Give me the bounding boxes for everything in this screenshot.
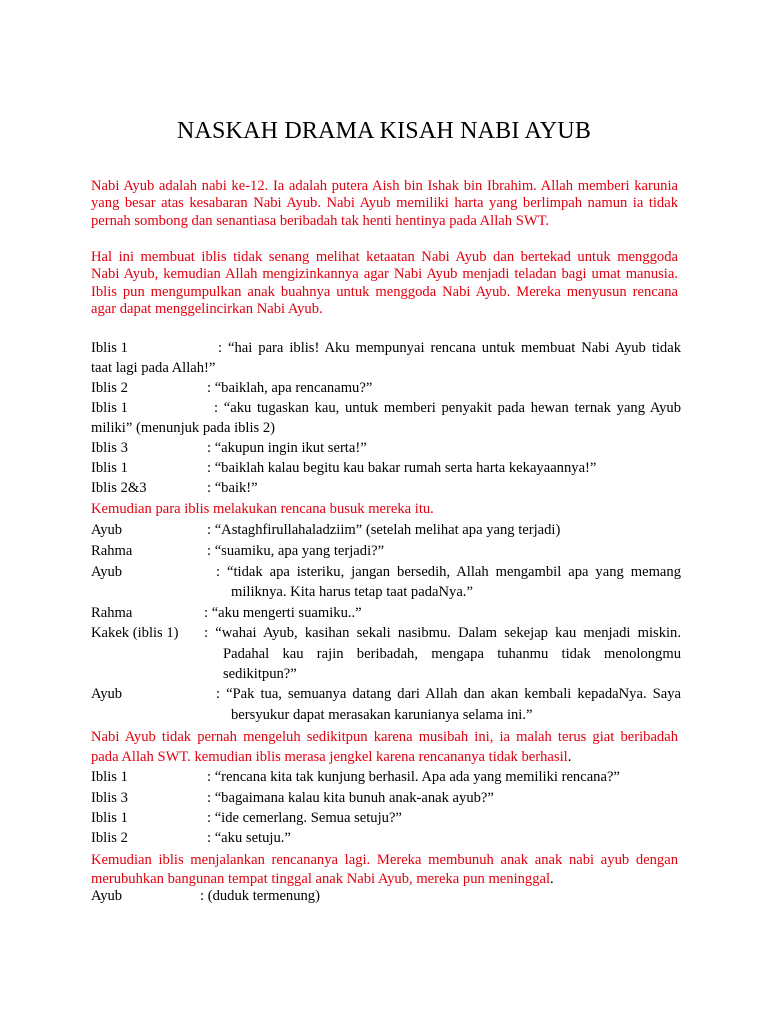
- speaker: Iblis 2: [91, 830, 128, 846]
- speaker: Rahma: [91, 605, 133, 621]
- speech: bersyukur dapat merasakan karunianya selama ini.”: [231, 707, 533, 723]
- speech: : “aku mengerti suamiku..”: [204, 605, 362, 621]
- narration-line: Nabi Ayub tidak pernah mengeluh sedikitpun karena musibah ini, ia malah terus giat beribadah: [91, 729, 678, 745]
- intro2-line: Iblis pun mengumpulkan anak buahnya untuk menggoda Nabi Ayub. Mereka menyusun rencana: [91, 283, 678, 300]
- intro2-line: Hal ini membuat iblis tidak senang melihat ketaatan Nabi Ayub dan bertekad untuk menggoda: [91, 249, 678, 265]
- speaker: Iblis 2: [91, 380, 128, 396]
- intro1-line: pernah sombong dan senantiasa beribadah tak henti hentinya pada Allah SWT.: [91, 212, 550, 229]
- speech: miliknya. Kita harus tetap taat padaNya.”: [231, 584, 473, 600]
- speaker: Iblis 1: [91, 810, 128, 826]
- narration-line: Kemudian iblis menjalankan rencananya lagi. Mereka membunuh anak anak nabi ayub dengan: [91, 852, 678, 868]
- speaker: Iblis 2&3: [91, 480, 147, 496]
- page-title: NASKAH DRAMA KISAH NABI AYUB: [176, 118, 592, 144]
- speaker: Iblis 3: [91, 790, 128, 806]
- speech: : “aku setuju.”: [207, 830, 291, 846]
- speech: : “aku tugaskan kau, untuk memberi penyakit pada hewan ternak yang Ayub: [214, 400, 681, 416]
- speaker: Ayub: [91, 686, 123, 702]
- intro1-line: yang besar atas kesabaran Nabi Ayub. Nabi Ayub memiliki harta yang berlimpah namun ia tidak: [91, 195, 678, 212]
- speech: : (duduk termenung): [200, 888, 320, 904]
- narration-line: pada Allah SWT. kemudian iblis merasa jengkel karena rencananya tidak berhasil.: [91, 749, 572, 765]
- speech: miliki” (menunjuk pada iblis 2): [91, 420, 276, 436]
- narration-line: merubuhkan bangunan tempat tinggal anak Nabi Ayub, mereka pun meninggal.: [91, 871, 554, 887]
- speech: : “Astaghfirullahaladziim” (setelah melihat apa yang terjadi): [207, 522, 561, 538]
- intro-paragraph-2: [91, 249, 678, 319]
- speech: : “Pak tua, semuanya datang dari Allah dan akan kembali kepadaNya. Saya: [216, 686, 681, 702]
- speaker: Ayub: [91, 564, 123, 580]
- intro-paragraph-1: [91, 178, 678, 230]
- narration-text: merubuhkan bangunan tempat tinggal anak Nabi Ayub, mereka pun meninggal: [91, 871, 551, 887]
- speaker: Iblis 1: [91, 400, 128, 416]
- speaker: Kakek (iblis 1): [91, 625, 179, 641]
- narration-line: Kemudian para iblis melakukan rencana busuk mereka itu.: [91, 501, 434, 517]
- speech: : “baik!”: [207, 480, 258, 496]
- intro2-line: Nabi Ayub, kemudian Allah mengizinkannya agar Nabi Ayub menjadi teladan bagi umat manusia.: [91, 266, 678, 283]
- speech: : “hai para iblis! Aku mempunyai rencana untuk membuat Nabi Ayub tidak: [218, 340, 681, 356]
- speaker: Ayub: [91, 888, 123, 904]
- speech: : “suamiku, apa yang terjadi?”: [207, 543, 385, 559]
- speaker: Iblis 1: [91, 460, 128, 476]
- speaker: Ayub: [91, 522, 123, 538]
- narration-text: pada Allah SWT. kemudian iblis merasa jengkel karena rencananya tidak berhasil: [91, 749, 568, 765]
- speaker: Iblis 1: [91, 769, 128, 785]
- speech: taat lagi pada Allah!”: [91, 360, 216, 376]
- speech: : “tidak apa isteriku, jangan bersedih, Allah mengambil apa yang memang: [216, 564, 681, 580]
- speech: : “bagaimana kalau kita bunuh anak-anak ayub?”: [207, 790, 494, 806]
- speaker: Iblis 1: [91, 340, 128, 356]
- intro1-line: Nabi Ayub adalah nabi ke-12. Ia adalah putera Aish bin Ishak bin Ibrahim. Allah memberi karunia: [91, 178, 678, 194]
- speech: : “baiklah, apa rencanamu?”: [207, 380, 373, 396]
- speech: : “baiklah kalau begitu kau bakar rumah serta harta kekayaannya!”: [207, 460, 597, 476]
- speech: sedikitpun?”: [223, 666, 297, 682]
- intro2-line: agar dapat menggelincirkan Nabi Ayub.: [91, 301, 323, 318]
- speaker: Rahma: [91, 543, 133, 559]
- speech: : “ide cemerlang. Semua setuju?”: [207, 810, 402, 826]
- speech: : “rencana kita tak kunjung berhasil. Apa ada yang memiliki rencana?”: [207, 769, 620, 785]
- speech: : “wahai Ayub, kasihan sekali nasibmu. Dalam sekejap kau menjadi miskin.: [204, 625, 681, 641]
- speech: Padahal kau rajin beribadah, mengapa tuhanmu tidak menolongmu: [223, 646, 681, 662]
- speech: : “akupun ingin ikut serta!”: [207, 440, 367, 456]
- speaker: Iblis 3: [91, 440, 128, 456]
